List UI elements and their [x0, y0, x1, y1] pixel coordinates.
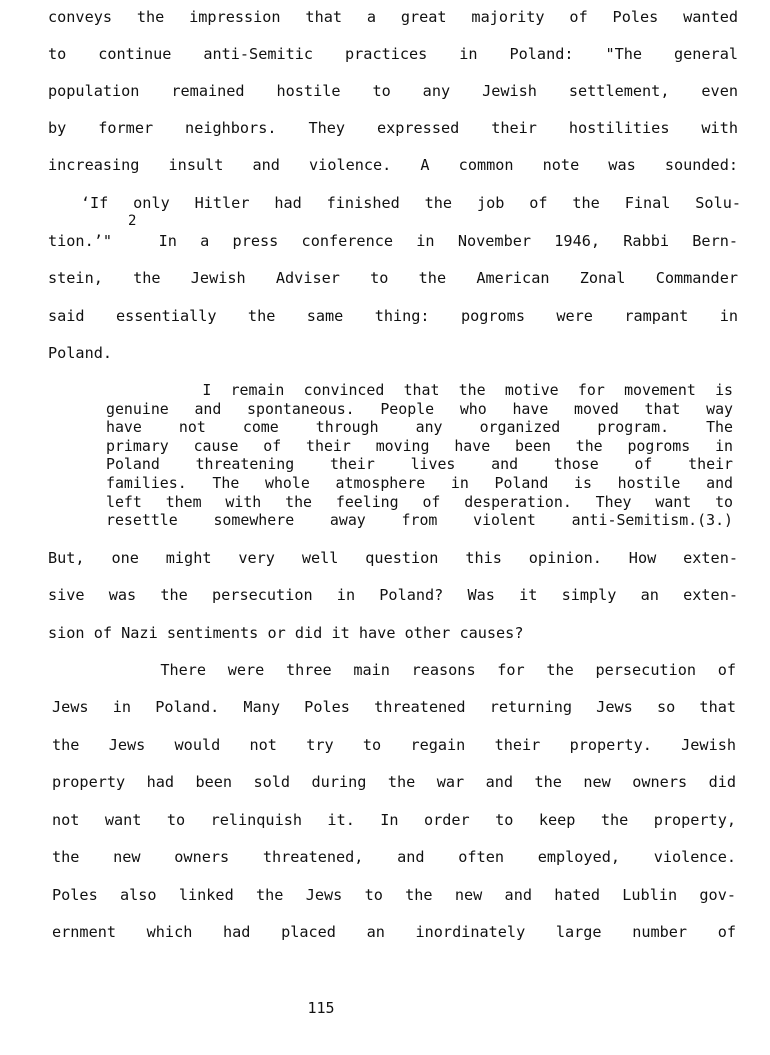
paragraph-3-line: Poles also linked the Jews to the new and hated Lublin gov- [52, 886, 736, 904]
paragraph-2-line: But, one might very well question this opinion. How exten- [48, 549, 738, 567]
block-quote-line: genuine and spontaneous. People who have moved that way [106, 400, 733, 418]
paragraph-3-line: ernment which had placed an inordinately large number of [52, 923, 736, 941]
block-quote-line: Poland threatening their lives and those of their [106, 455, 733, 473]
paragraph-2-line: sion of Nazi sentiments or did it have other causes? [48, 624, 524, 642]
block-quote-line: resettle somewhere away from violent anti-Semitism.(3.) [106, 511, 733, 529]
paragraph-1-line: by former neighbors. They expressed their hostilities with [48, 119, 738, 137]
footnote-marker: 2 [128, 213, 137, 229]
block-quote-line: I remain convinced that the motive for movement is [106, 381, 733, 399]
paragraph-1-line: stein, the Jewish Adviser to the American Zonal Commander [48, 269, 738, 287]
paragraph-3-line: property had been sold during the war and the new owners did [52, 773, 736, 791]
paragraph-1-line: tion.’" In a press conference in November 1946, Rabbi Bern- [48, 232, 738, 250]
paragraph-3-line: not want to relinquish it. In order to keep the property, [52, 811, 736, 829]
paragraph-1-line: said essentially the same thing: pogroms were rampant in [48, 307, 738, 325]
paragraph-3-line: the Jews would not try to regain their property. Jewish [52, 736, 736, 754]
paragraph-2-line: sive was the persecution in Poland? Was it simply an exten- [48, 586, 738, 604]
paragraph-1-line: conveys the impression that a great majority of Poles wanted [48, 8, 738, 26]
paragraph-1-line: population remained hostile to any Jewish settlement, even [48, 82, 738, 100]
paragraph-3-line: There were three main reasons for the persecution of [52, 661, 736, 679]
block-quote-line: primary cause of their moving have been the pogroms in [106, 437, 733, 455]
paragraph-3-line: the new owners threatened, and often employed, violence. [52, 848, 736, 866]
paragraph-1-line: to continue anti-Semitic practices in Poland: "The general [48, 45, 738, 63]
block-quote-line: left them with the feeling of desperation. They want to [106, 493, 733, 511]
paragraph-1-line: ‘If only Hitler had finished the job of the Final Solu- [56, 194, 741, 212]
paragraph-1-line: Poland. [48, 344, 113, 362]
page-number: 115 [307, 999, 335, 1017]
block-quote-line: families. The whole atmosphere in Poland is hostile and [106, 474, 733, 492]
paragraph-3-line: Jews in Poland. Many Poles threatened returning Jews so that [52, 698, 736, 716]
block-quote-line: have not come through any organized program. The [106, 418, 733, 436]
paragraph-1-line: increasing insult and violence. A common note was sounded: [48, 156, 738, 174]
